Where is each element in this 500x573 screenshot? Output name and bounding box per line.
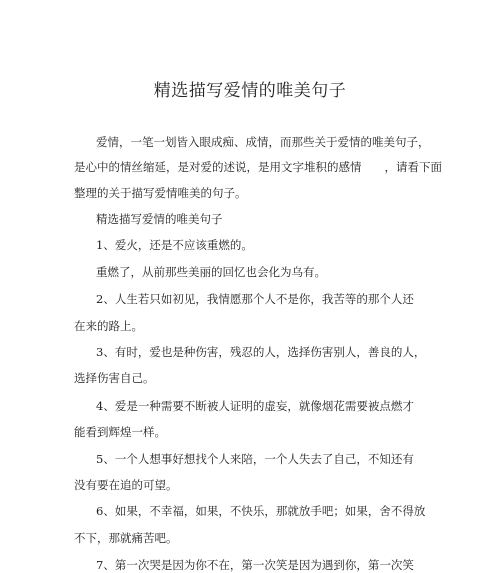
section-heading: 精选描写爱情的唯美句子 bbox=[96, 212, 223, 226]
list-item-continuation: 选择伤害自己。 bbox=[74, 371, 155, 385]
list-item: 7、第一次哭是因为你不在，第一次笑是因为遇到你，第一次笑 bbox=[96, 558, 414, 572]
list-item: 4、爱是一种需要不断被人证明的虚妄，就像烟花需要被点燃才 bbox=[96, 399, 414, 413]
list-item: 6、如果，不幸福，如果，不快乐，那就放手吧；如果，舍不得放 bbox=[96, 504, 426, 518]
list-item: 5、一个人想事好想找个人来陪，一个人失去了自己，不知还有 bbox=[96, 452, 414, 466]
list-item: 2、人生若只如初见，我情愿那个人不是你，我苦等的那个人还 bbox=[96, 292, 414, 306]
list-item-continuation: 没有要在追的可望。 bbox=[74, 478, 178, 492]
document-title: 精选描写爱情的唯美句子 bbox=[153, 81, 347, 101]
list-item: 1、爱火，还是不应该重燃的。 bbox=[96, 238, 253, 252]
list-item: 3、有时，爱也是种伤害，残忍的人，选择伤害别人，善良的人， bbox=[96, 345, 426, 359]
list-item-continuation: 不下，那就痛苦吧。 bbox=[74, 531, 178, 545]
paragraph-line: 爱情，一笔一划皆入眼成痴、成情，而那些关于爱情的唯美句子， bbox=[96, 135, 430, 149]
paragraph-line: 重燃了，从前那些美丽的回忆也会化为乌有。 bbox=[96, 265, 326, 279]
paragraph-line: 是心中的情丝缩延，是对爱的述说，是用文字堆积的感情 ，请看下面 bbox=[74, 160, 442, 174]
list-item-continuation: 能看到辉煌一样。 bbox=[74, 425, 166, 439]
paragraph-line: 整理的关于描写爱情唯美的句子。 bbox=[74, 186, 247, 200]
list-item-continuation: 在来的路上。 bbox=[74, 319, 143, 333]
